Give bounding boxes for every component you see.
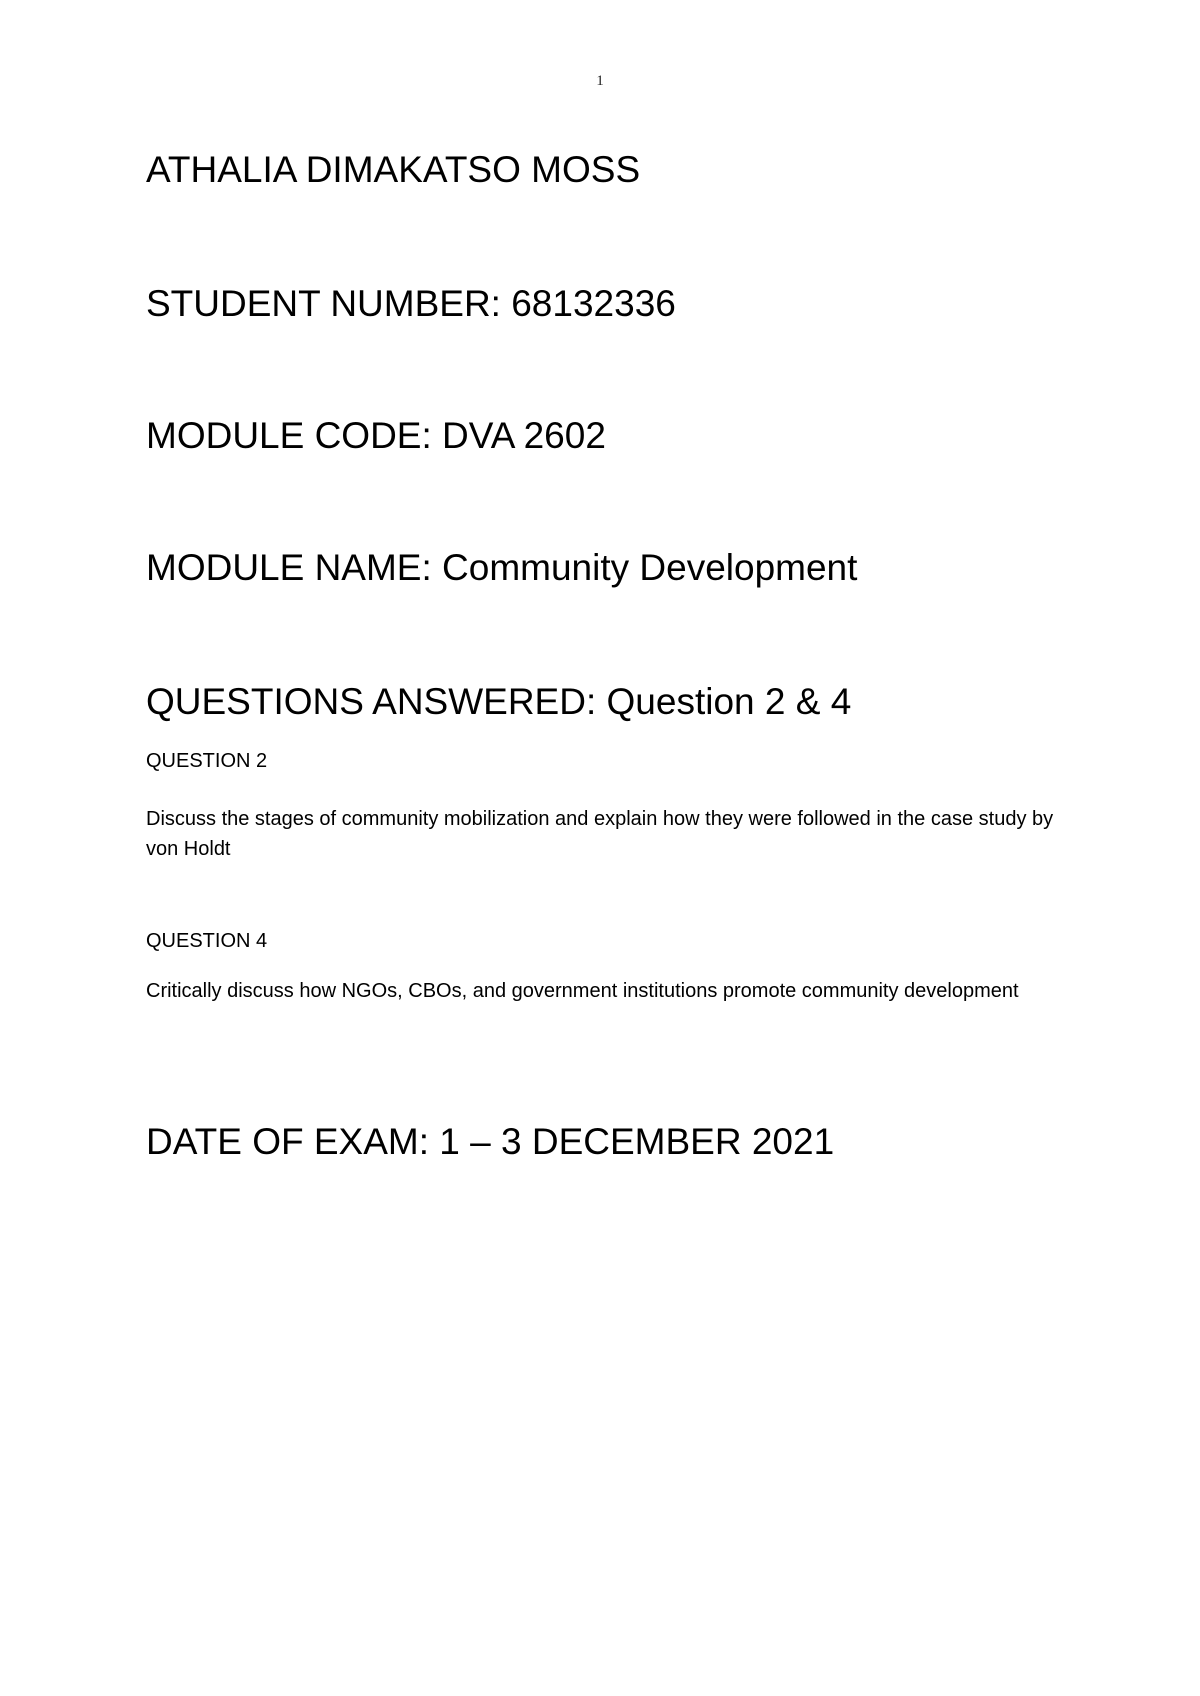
module-name: MODULE NAME: Community Development	[146, 547, 858, 588]
module-code: MODULE CODE: DVA 2602	[146, 415, 606, 456]
question-2-heading: QUESTION 2	[146, 750, 268, 772]
question-4-text: Critically discuss how NGOs, CBOs, and government institutions promote community development	[146, 980, 1019, 1002]
exam-date: DATE OF EXAM: 1 – 3 DECEMBER 2021	[146, 1121, 835, 1162]
questions-answered: QUESTIONS ANSWERED: Question 2 & 4	[146, 681, 852, 722]
question-4-heading: QUESTION 4	[146, 930, 268, 952]
student-number: STUDENT NUMBER: 68132336	[146, 283, 676, 324]
page-number: 1	[596, 73, 604, 89]
question-2-text: Discuss the stages of community mobilization and explain how they were followed in the case study by von Holdt	[146, 808, 1054, 860]
student-name: ATHALIA DIMAKATSO MOSS	[146, 149, 641, 190]
